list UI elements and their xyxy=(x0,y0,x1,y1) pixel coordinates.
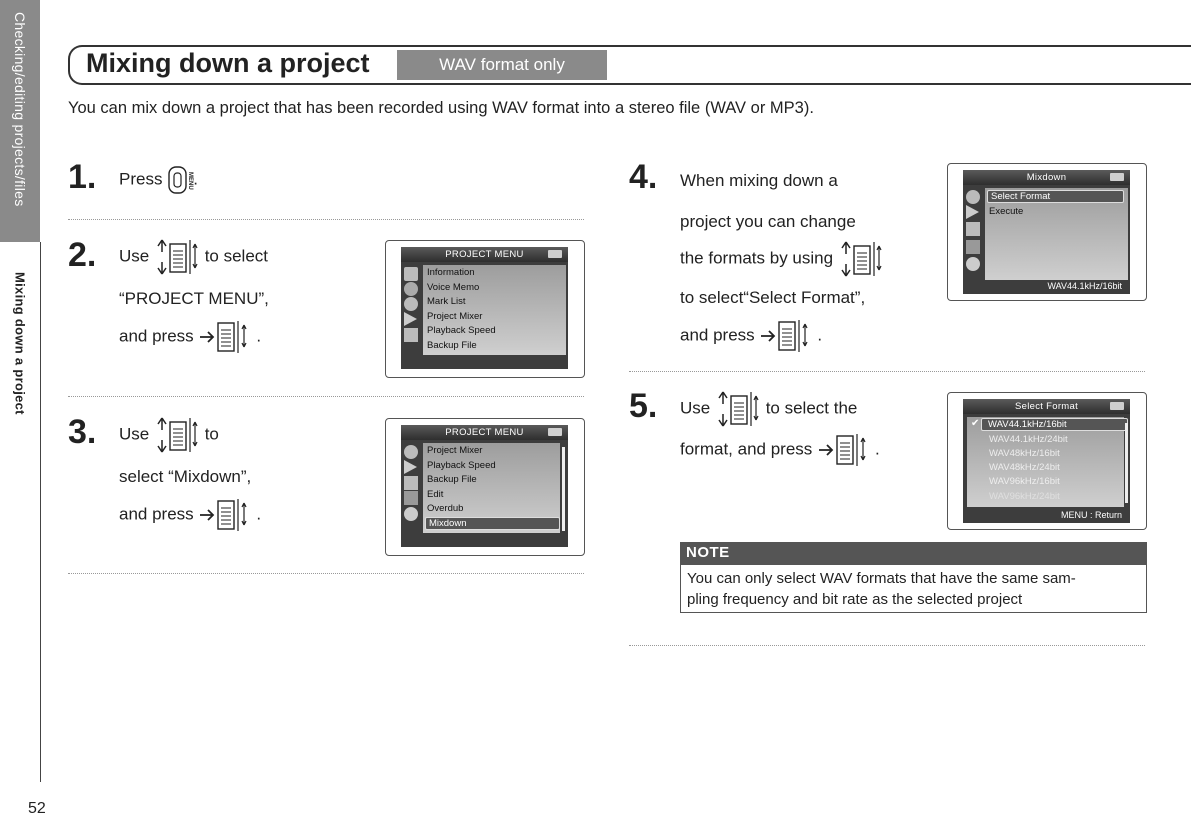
side-tab-topic-label: Mixing down a project xyxy=(12,272,28,415)
step-4-number: 4. xyxy=(629,158,658,196)
step-5-use: Use xyxy=(680,398,711,418)
menu-item: Playback Speed xyxy=(427,460,496,471)
scrollbar xyxy=(562,447,565,531)
step-3-number: 3. xyxy=(68,413,97,451)
step-5-number: 5. xyxy=(629,387,658,425)
side-tab-topic xyxy=(0,242,41,782)
play-icon xyxy=(404,312,417,326)
press-wheel-icon xyxy=(198,499,256,531)
screen-title: PROJECT MENU xyxy=(401,247,568,262)
note-box xyxy=(680,564,1147,613)
gear-icon xyxy=(966,257,980,271)
step-2-and-press: and press xyxy=(119,326,194,346)
step-4-by-using: the formats by using xyxy=(680,248,834,268)
step-2-use: Use xyxy=(119,246,150,266)
backup-icon xyxy=(966,222,980,236)
step-5-to-select: to select the xyxy=(765,398,858,418)
format-option: WAV48kHz/24bit xyxy=(989,462,1060,473)
edit-icon xyxy=(966,240,980,254)
menu-button-icon xyxy=(167,165,193,195)
menu-item: Execute xyxy=(989,206,1024,217)
screen-title: PROJECT MENU xyxy=(401,425,568,440)
press-wheel-icon xyxy=(198,321,256,353)
step-1-text xyxy=(119,165,198,195)
divider xyxy=(68,573,584,574)
format-option: WAV96kHz/16bit xyxy=(989,476,1060,487)
menu-item: Backup File xyxy=(427,474,477,485)
divider xyxy=(68,219,584,220)
press-wheel-icon xyxy=(817,434,875,466)
step-3-line-3 xyxy=(119,499,261,531)
mixdown-screen xyxy=(947,163,1147,301)
step-4-line-5 xyxy=(680,320,822,352)
step-3-use: Use xyxy=(119,424,150,444)
step-3-line-2: select “Mixdown”, xyxy=(119,467,252,486)
step-1-press: Press xyxy=(119,169,163,189)
side-tab-section xyxy=(0,0,40,242)
format-option: WAV44.1kHz/24bit xyxy=(989,434,1068,445)
format-option: WAV96kHz/24bit xyxy=(989,491,1060,502)
step-3-to: to xyxy=(204,424,219,444)
scroll-wheel-icon xyxy=(715,390,761,428)
screen-footer: WAV44.1kHz/16bit xyxy=(1047,281,1122,291)
step-4-line-1: When mixing down a xyxy=(680,171,838,190)
mark-icon xyxy=(966,190,980,204)
scroll-wheel-icon xyxy=(154,238,200,276)
menu-item-selected: Select Format xyxy=(987,190,1124,203)
screen-footer: MENU : Return xyxy=(1060,510,1122,520)
scroll-wheel-icon xyxy=(838,240,884,278)
step-5-line-1 xyxy=(680,390,857,428)
project-menu-screen-1 xyxy=(385,240,585,378)
page-number: 52 xyxy=(28,800,46,817)
screen-title: Mixdown xyxy=(963,170,1130,185)
menu-item: Information xyxy=(427,267,475,278)
step-4-line-2: project you can change xyxy=(680,212,856,231)
page-title: Mixing down a project xyxy=(86,48,370,78)
press-wheel-icon xyxy=(759,320,817,352)
divider xyxy=(629,371,1145,372)
menu-item: Edit xyxy=(427,489,444,500)
step-5-line-2 xyxy=(680,434,880,466)
menu-item-selected: Mixdown xyxy=(425,517,560,530)
step-3-period: . xyxy=(256,504,262,524)
scrollbar xyxy=(1125,423,1128,503)
battery-icon xyxy=(1110,402,1124,410)
note-line-1: You can only select WAV formats that have the same sam- xyxy=(687,570,1076,587)
step-1-period: . xyxy=(193,169,198,189)
step-4-line-3 xyxy=(680,240,884,278)
menu-item: Backup File xyxy=(427,340,477,351)
menu-item: Overdub xyxy=(427,503,464,514)
format-option-selected: WAV44.1kHz/16bit xyxy=(981,418,1128,431)
intro-text: You can mix down a project that has been recorded using WAV format into a stereo file (WAV or MP3). xyxy=(68,99,814,117)
step-2-line-3 xyxy=(119,321,261,353)
step-5-period: . xyxy=(875,439,880,459)
format-option: WAV48kHz/16bit xyxy=(989,448,1060,459)
note-line-2: pling frequency and bit rate as the selected project xyxy=(687,591,1023,608)
battery-icon xyxy=(548,250,562,258)
divider xyxy=(68,396,584,397)
step-3-and-press: and press xyxy=(119,504,194,524)
scroll-wheel-icon xyxy=(154,416,200,454)
info-icon xyxy=(404,267,418,281)
gear-icon xyxy=(404,507,418,521)
step-4-and-press: and press xyxy=(680,325,755,345)
play-icon xyxy=(966,205,979,219)
step-5-and-press: format, and press xyxy=(680,439,813,459)
mic-icon xyxy=(404,282,418,296)
battery-icon xyxy=(548,428,562,436)
step-2-period: . xyxy=(256,326,262,346)
edit-icon xyxy=(404,491,418,505)
screen-title: Select Format xyxy=(963,399,1130,414)
select-format-screen xyxy=(947,392,1147,530)
step-2-to-select: to select xyxy=(204,246,269,266)
mark-icon xyxy=(404,445,418,459)
backup-icon xyxy=(404,476,418,490)
menu-item: Playback Speed xyxy=(427,325,496,336)
battery-icon xyxy=(1110,173,1124,181)
step-2-number: 2. xyxy=(68,236,97,274)
step-1-number: 1. xyxy=(68,158,97,196)
menu-item: Mark List xyxy=(427,296,466,307)
format-badge: WAV format only xyxy=(397,50,607,80)
side-tab-section-label: Checking/editing projects/files xyxy=(12,12,28,207)
mark-icon xyxy=(404,297,418,311)
menu-item: Project Mixer xyxy=(427,445,483,456)
menu-item: Project Mixer xyxy=(427,311,483,322)
step-4-line-4: to select“Select Format”, xyxy=(680,288,866,307)
checkmark-icon: ✔ xyxy=(971,418,980,429)
step-3-line-1 xyxy=(119,416,219,454)
project-menu-screen-2 xyxy=(385,418,585,556)
step-2-line-1 xyxy=(119,238,268,276)
step-2-line-2: “PROJECT MENU”, xyxy=(119,289,269,308)
menu-item: Voice Memo xyxy=(427,282,480,293)
note-heading: NOTE xyxy=(680,542,1147,564)
step-4-period: . xyxy=(817,325,823,345)
play-icon xyxy=(404,460,417,474)
menu-button-label: MENU xyxy=(187,172,194,190)
divider xyxy=(629,645,1145,646)
backup-icon xyxy=(404,328,418,342)
